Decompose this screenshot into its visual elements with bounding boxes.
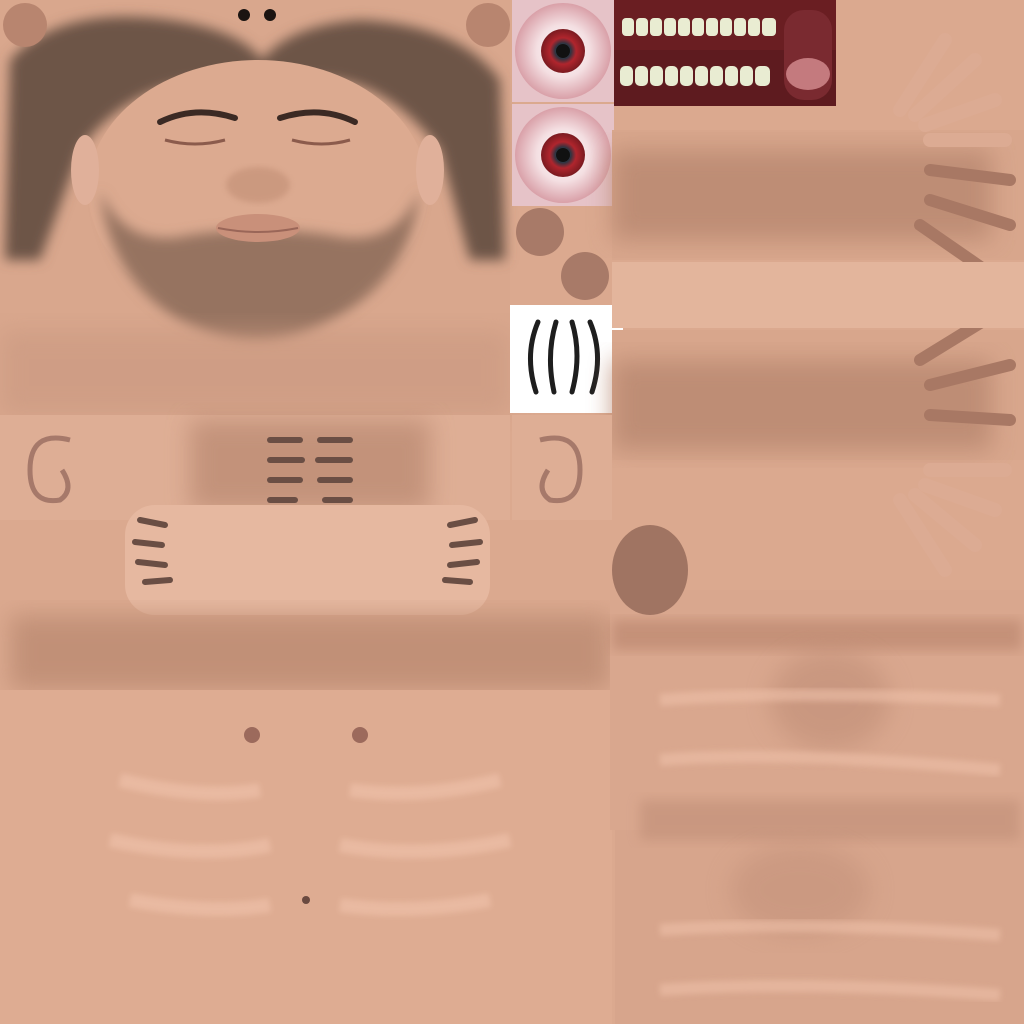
head-right-ear-icon — [416, 135, 444, 205]
navel-icon — [302, 896, 310, 904]
neck-strip — [10, 615, 610, 690]
shoulder-cap-icon — [612, 525, 688, 615]
nostril-icon — [264, 9, 276, 21]
head-left-ear-icon — [71, 135, 99, 205]
torso-front-island — [0, 690, 612, 1024]
ear-cap-icon — [466, 3, 510, 47]
nipple-icon — [352, 727, 368, 743]
nose-icon — [226, 167, 290, 203]
mouth-icon — [216, 214, 300, 242]
arm-seam — [612, 262, 1024, 328]
back-lower-island — [615, 800, 1024, 1024]
feet-island — [100, 415, 510, 615]
ear-cap-icon — [3, 3, 47, 47]
eyelash-tile — [510, 305, 623, 413]
upper-teeth-icon — [622, 18, 776, 36]
teeth-tile — [614, 0, 836, 106]
nostril-icon — [238, 9, 250, 21]
nipple-icon — [244, 727, 260, 743]
face-island — [0, 0, 510, 415]
